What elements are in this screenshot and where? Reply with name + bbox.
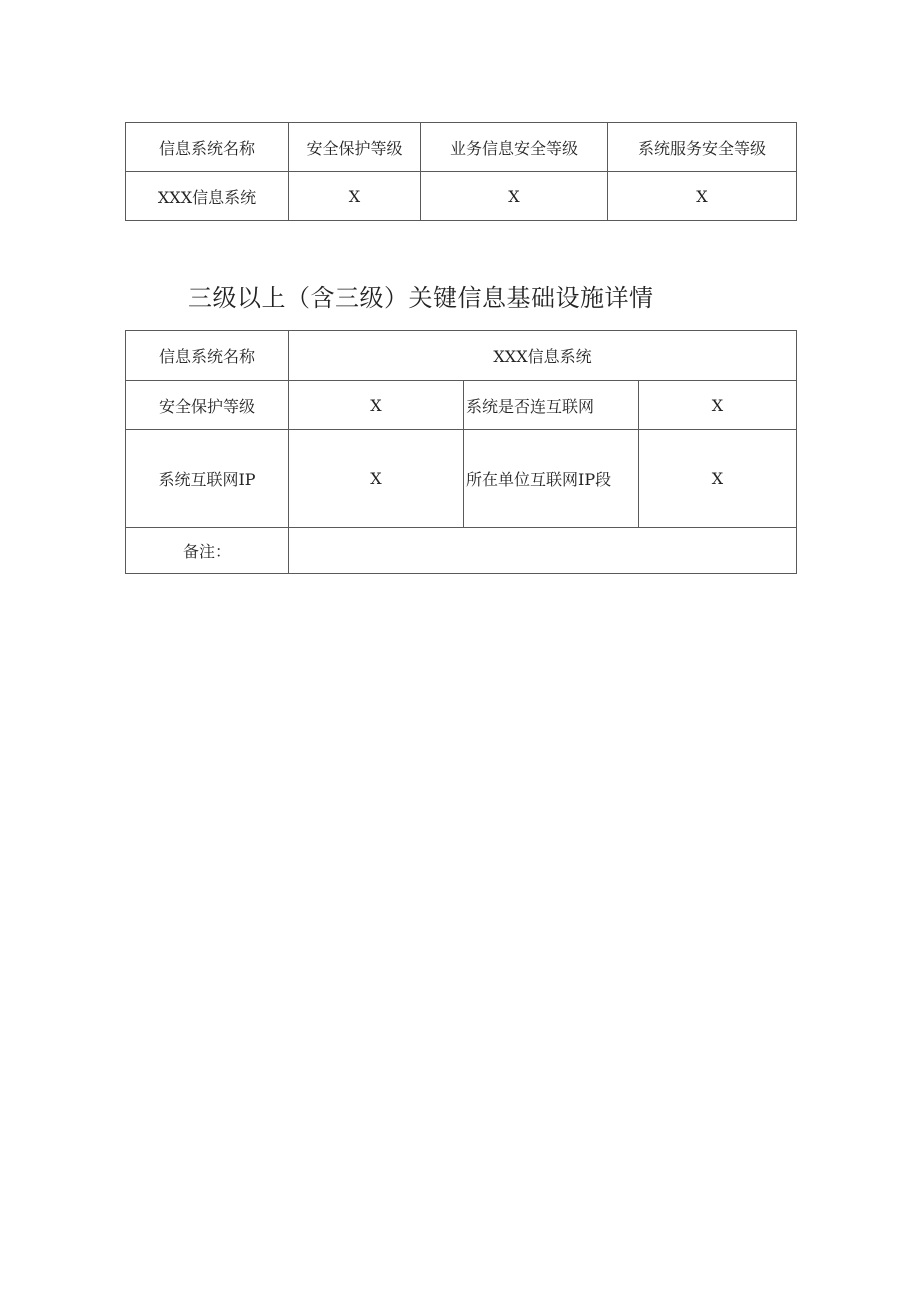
table-row bbox=[126, 430, 797, 528]
table-row bbox=[126, 381, 797, 430]
header-system-name: 信息系统名称 bbox=[126, 123, 289, 172]
cell-protection-level: X bbox=[289, 172, 421, 221]
internet-connected-value: X bbox=[639, 381, 797, 430]
internet-connected-label: 系统是否连互联网 bbox=[464, 381, 639, 430]
system-ip-value: X bbox=[289, 430, 464, 528]
system-name-value: XXX信息系统 bbox=[289, 331, 797, 381]
header-protection-level: 安全保护等级 bbox=[289, 123, 421, 172]
remarks-value bbox=[289, 528, 797, 574]
protection-level-label: 安全保护等级 bbox=[126, 381, 289, 430]
protection-level-value: X bbox=[289, 381, 464, 430]
cell-system-service-security-level: X bbox=[608, 172, 797, 221]
system-name-label: 信息系统名称 bbox=[126, 331, 289, 381]
cell-system-name: XXX信息系统 bbox=[126, 172, 289, 221]
critical-infrastructure-detail-table bbox=[125, 330, 797, 574]
unit-ip-range-value: X bbox=[639, 430, 797, 528]
header-system-service-security-level: 系统服务安全等级 bbox=[608, 123, 797, 172]
table-row bbox=[126, 172, 797, 221]
unit-ip-range-label: 所在单位互联网IP段 bbox=[464, 430, 639, 528]
table-row bbox=[126, 331, 797, 381]
security-level-summary-table bbox=[125, 122, 797, 221]
remarks-label: 备注： bbox=[126, 528, 289, 574]
section-title: 三级以上（含三级）关键信息基础设施详情 bbox=[188, 284, 654, 312]
header-business-info-security-level: 业务信息安全等级 bbox=[421, 123, 608, 172]
table-row bbox=[126, 528, 797, 574]
table-header-row bbox=[126, 123, 797, 172]
cell-business-info-security-level: X bbox=[421, 172, 608, 221]
system-ip-label: 系统互联网IP bbox=[126, 430, 289, 528]
